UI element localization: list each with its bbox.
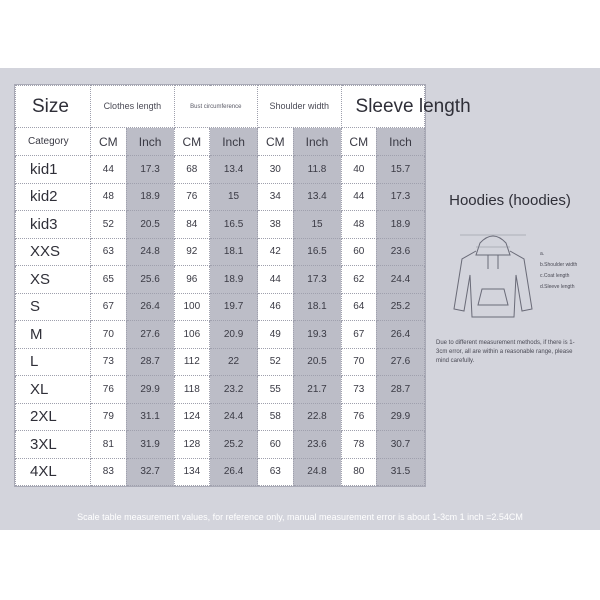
size-table	[15, 85, 471, 486]
size-label: S	[16, 293, 91, 321]
cm-value: 55	[258, 376, 293, 404]
inch-value: 17.3	[293, 266, 341, 294]
inch-value: 28.7	[126, 348, 174, 376]
hoodie-info-panel	[430, 178, 590, 366]
cm-value: 70	[341, 348, 376, 376]
cm-value: 84	[174, 211, 209, 239]
inch-value: 18.9	[210, 266, 258, 294]
footer-note: Scale table measurement values, for reference only, manual measurement error is about 1-3cm 1 inch =2.54CM	[77, 512, 523, 522]
inch-value: 23.6	[376, 238, 424, 266]
inch-value: 31.9	[126, 431, 174, 459]
cm-value: 76	[341, 403, 376, 431]
cm-value: 128	[174, 431, 209, 459]
cm-value: 44	[341, 183, 376, 211]
unit-inch: Inch	[376, 128, 424, 156]
inch-value: 24.8	[293, 458, 341, 486]
table-row	[16, 266, 425, 294]
inch-value: 13.4	[293, 183, 341, 211]
inch-value: 26.4	[376, 321, 424, 349]
size-label: XS	[16, 266, 91, 294]
hoodie-diagram	[430, 225, 590, 325]
inch-value: 24.8	[126, 238, 174, 266]
cm-value: 112	[174, 348, 209, 376]
cm-value: 92	[174, 238, 209, 266]
inch-value: 16.5	[210, 211, 258, 239]
cm-value: 63	[91, 238, 126, 266]
legend-item: d.Sleeve length	[540, 284, 575, 290]
size-label: kid3	[16, 211, 91, 239]
cm-value: 62	[341, 266, 376, 294]
unit-cm: CM	[91, 128, 126, 156]
cm-value: 44	[258, 266, 293, 294]
cm-value: 67	[341, 321, 376, 349]
unit-cm: CM	[174, 128, 209, 156]
inch-value: 19.7	[210, 293, 258, 321]
hoodie-title: Hoodies (hoodies)	[449, 192, 571, 209]
cm-value: 64	[341, 293, 376, 321]
table-row	[16, 211, 425, 239]
cm-value: 73	[341, 376, 376, 404]
legend-item: c.Coat length	[540, 273, 570, 279]
inch-value: 18.1	[210, 238, 258, 266]
inch-value: 24.4	[376, 266, 424, 294]
unit-cm: CM	[341, 128, 376, 156]
cm-value: 49	[258, 321, 293, 349]
inch-value: 30.7	[376, 431, 424, 459]
cm-value: 34	[258, 183, 293, 211]
size-table-card	[14, 84, 471, 487]
size-chart-sheet	[0, 68, 600, 530]
inch-value: 23.2	[210, 376, 258, 404]
inch-value: 15	[293, 211, 341, 239]
cm-value: 67	[91, 293, 126, 321]
inch-value: 20.5	[126, 211, 174, 239]
size-label: kid2	[16, 183, 91, 211]
cm-value: 79	[91, 403, 126, 431]
inch-value: 26.4	[126, 293, 174, 321]
unit-cm: CM	[258, 128, 293, 156]
cm-value: 81	[91, 431, 126, 459]
cm-value: 52	[91, 211, 126, 239]
clothes-length-header: Clothes length	[91, 86, 174, 128]
cm-value: 30	[258, 156, 293, 184]
inch-value: 21.7	[293, 376, 341, 404]
inch-value: 31.1	[126, 403, 174, 431]
cm-value: 73	[91, 348, 126, 376]
cm-value: 52	[258, 348, 293, 376]
size-label: L	[16, 348, 91, 376]
inch-value: 17.3	[126, 156, 174, 184]
table-row	[16, 376, 425, 404]
inch-value: 20.9	[210, 321, 258, 349]
table-row	[16, 156, 425, 184]
inch-value: 22	[210, 348, 258, 376]
inch-value: 26.4	[210, 458, 258, 486]
cm-value: 100	[174, 293, 209, 321]
measurement-legend	[540, 251, 590, 295]
cm-value: 48	[91, 183, 126, 211]
inch-value: 25.6	[126, 266, 174, 294]
cm-value: 38	[258, 211, 293, 239]
inch-value: 29.9	[126, 376, 174, 404]
bust-header: Bust circumference	[174, 86, 257, 128]
unit-inch: Inch	[293, 128, 341, 156]
category-header: Category	[16, 128, 91, 156]
size-label: XXS	[16, 238, 91, 266]
cm-value: 80	[341, 458, 376, 486]
cm-value: 46	[258, 293, 293, 321]
inch-value: 15.7	[376, 156, 424, 184]
cm-value: 65	[91, 266, 126, 294]
cm-value: 76	[91, 376, 126, 404]
inch-value: 32.7	[126, 458, 174, 486]
cm-value: 134	[174, 458, 209, 486]
cm-value: 40	[341, 156, 376, 184]
inch-value: 27.6	[376, 348, 424, 376]
cm-value: 48	[341, 211, 376, 239]
table-row	[16, 183, 425, 211]
size-label: XL	[16, 376, 91, 404]
table-row	[16, 403, 425, 431]
size-label: 3XL	[16, 431, 91, 459]
cm-value: 118	[174, 376, 209, 404]
table-row	[16, 293, 425, 321]
inch-value: 13.4	[210, 156, 258, 184]
inch-value: 19.3	[293, 321, 341, 349]
header-row	[16, 86, 425, 128]
cm-value: 63	[258, 458, 293, 486]
size-header: Size	[16, 86, 91, 128]
sleeve-length-header: Sleeve length	[341, 86, 424, 128]
inch-value: 25.2	[210, 431, 258, 459]
inch-value: 17.3	[376, 183, 424, 211]
table-row	[16, 431, 425, 459]
unit-inch: Inch	[210, 128, 258, 156]
table-row	[16, 348, 425, 376]
inch-value: 20.5	[293, 348, 341, 376]
inch-value: 18.9	[126, 183, 174, 211]
cm-value: 124	[174, 403, 209, 431]
cm-value: 44	[91, 156, 126, 184]
cm-value: 78	[341, 431, 376, 459]
cm-value: 60	[341, 238, 376, 266]
cm-value: 76	[174, 183, 209, 211]
unit-inch: Inch	[126, 128, 174, 156]
table-row	[16, 238, 425, 266]
size-label: 4XL	[16, 458, 91, 486]
cm-value: 60	[258, 431, 293, 459]
inch-value: 31.5	[376, 458, 424, 486]
legend-item: a.	[540, 251, 545, 257]
inch-value: 18.1	[293, 293, 341, 321]
inch-value: 18.9	[376, 211, 424, 239]
inch-value: 25.2	[376, 293, 424, 321]
legend-item: b.Shoulder width	[540, 262, 578, 268]
cm-value: 83	[91, 458, 126, 486]
cm-value: 42	[258, 238, 293, 266]
inch-value: 27.6	[126, 321, 174, 349]
size-label: M	[16, 321, 91, 349]
cm-value: 70	[91, 321, 126, 349]
measurement-note: Due to different measurement methods, if there is 1-3cm error, all are within a reasonable range, please mind carefully.	[436, 340, 575, 364]
inch-value: 16.5	[293, 238, 341, 266]
table-row	[16, 321, 425, 349]
inch-value: 22.8	[293, 403, 341, 431]
unit-row	[16, 128, 425, 156]
table-row	[16, 458, 425, 486]
hoodie-icon	[448, 225, 538, 325]
inch-value: 11.8	[293, 156, 341, 184]
inch-value: 29.9	[376, 403, 424, 431]
size-label: 2XL	[16, 403, 91, 431]
cm-value: 58	[258, 403, 293, 431]
inch-value: 28.7	[376, 376, 424, 404]
size-label: kid1	[16, 156, 91, 184]
inch-value: 24.4	[210, 403, 258, 431]
inch-value: 23.6	[293, 431, 341, 459]
shoulder-width-header: Shoulder width	[258, 86, 341, 128]
cm-value: 68	[174, 156, 209, 184]
inch-value: 15	[210, 183, 258, 211]
cm-value: 106	[174, 321, 209, 349]
cm-value: 96	[174, 266, 209, 294]
